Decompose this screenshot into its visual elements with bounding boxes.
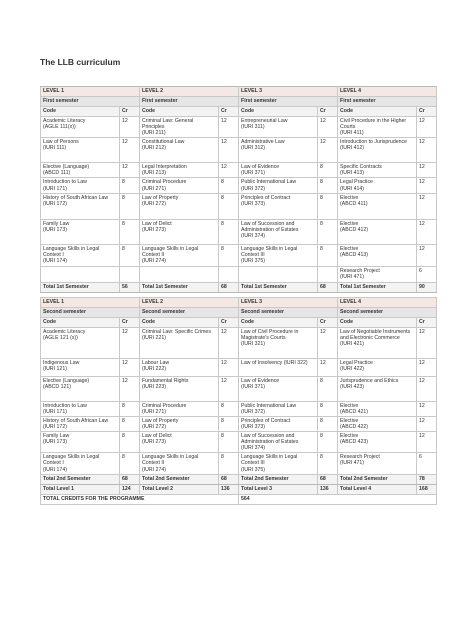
credit-cell: 8: [318, 401, 338, 416]
credit-cell: 8: [120, 244, 140, 266]
module-cell: History of South African Law (IURI 172): [41, 193, 120, 219]
table-row: [41, 138, 437, 163]
semester-total-value: 56: [120, 282, 140, 292]
credit-cell: 12: [417, 327, 437, 358]
credit-cell: 8: [219, 178, 239, 193]
credit-column-header: Cr: [120, 317, 140, 327]
credit-cell: 12: [219, 117, 239, 138]
credit-cell: 8: [318, 163, 338, 178]
module-cell: Language Skills in Legal Context I (IURI 174): [41, 453, 120, 474]
module-cell: Jurisprudence and Ethics (IURI 423): [338, 376, 417, 401]
module-cell: Elective (ABCD 422): [338, 416, 417, 431]
credit-cell: 12: [417, 416, 437, 431]
module-cell: Academic Literacy (AGLE 111(x)): [41, 117, 120, 138]
credit-cell: 8: [120, 416, 140, 431]
level-total-value: 136: [219, 484, 239, 494]
credit-cell: 12: [417, 178, 437, 193]
level-total-value: 136: [318, 484, 338, 494]
credit-cell: 12: [417, 432, 437, 453]
credit-cell: 8: [318, 244, 338, 266]
credit-cell: 8: [318, 432, 338, 453]
credit-cell: 8: [120, 193, 140, 219]
credit-column-header: Cr: [417, 317, 437, 327]
module-cell: Language Skills in Legal Context II (IURI 274): [140, 453, 219, 474]
module-cell: Elective (ABCD 412): [338, 219, 417, 244]
table-row: [41, 453, 437, 474]
semester-heading: Second semester: [338, 307, 437, 317]
credit-column-header: Cr: [318, 107, 338, 117]
credit-cell: 8: [219, 432, 239, 453]
module-cell: Law of Persons (IURI 111): [41, 138, 120, 163]
module-cell: Constitutional Law (IURI 212): [140, 138, 219, 163]
module-cell: Family Law (IURI 173): [41, 432, 120, 453]
semester-total-label: Total 2nd Semester: [239, 474, 318, 484]
semester-total-label: Total 2nd Semester: [41, 474, 120, 484]
credit-cell: 12: [417, 244, 437, 266]
credit-column-header: Cr: [318, 317, 338, 327]
credit-cell: 8: [318, 416, 338, 431]
credit-cell: 8: [219, 401, 239, 416]
credit-cell: 8: [219, 453, 239, 474]
credit-cell: 12: [219, 138, 239, 163]
grand-total-value: 564: [239, 494, 437, 504]
code-column-header: Code: [140, 107, 219, 117]
credit-cell: 12: [120, 163, 140, 178]
credit-cell: 8: [219, 244, 239, 266]
semester-total-row: [41, 474, 437, 484]
semester-heading: First semester: [338, 97, 437, 107]
module-cell: Legal Practice (IURI 422): [338, 358, 417, 376]
level-total-value: 124: [120, 484, 140, 494]
code-column-header: Code: [41, 317, 120, 327]
semester-heading: First semester: [140, 97, 239, 107]
module-cell: Language Skills in Legal Context III (IURI 375): [239, 244, 318, 266]
module-cell: Administrative Law (IURI 312): [239, 138, 318, 163]
module-cell: Legal Practice (IURI 414): [338, 178, 417, 193]
module-cell: Academic Literacy (AGLE 121 (x)): [41, 327, 120, 358]
credit-cell: 8: [120, 178, 140, 193]
module-cell: Elective (Language) (ABCD 111): [41, 163, 120, 178]
module-cell: Criminal Procedure (IURI 271): [140, 401, 219, 416]
level-header-row: [41, 87, 437, 97]
semester-total-label: Total 1st Semester: [41, 282, 120, 292]
table-row: [41, 358, 437, 376]
module-cell: Public International Law (IURI 372): [239, 178, 318, 193]
table-row: [41, 193, 437, 219]
credit-cell: 12: [219, 163, 239, 178]
module-cell: Labour Law (IURI 222): [140, 358, 219, 376]
semester-total-value: 90: [417, 282, 437, 292]
semester-total-value: 68: [318, 282, 338, 292]
module-cell: Elective (ABCD 421): [338, 401, 417, 416]
credit-cell: 8: [120, 219, 140, 244]
credit-cell: 12: [417, 358, 437, 376]
module-cell: Principles of Contract (IURI 373): [239, 193, 318, 219]
level-heading: LEVEL 2: [140, 87, 239, 97]
module-cell: Law of Delict (IURI 273): [140, 432, 219, 453]
semester-heading: Second semester: [140, 307, 239, 317]
semester-heading: Second semester: [41, 307, 140, 317]
module-cell: Criminal Law: Specific Crimes (IURI 221): [140, 327, 219, 358]
level-header-row: [41, 297, 437, 307]
module-cell: Language Skills in Legal Context III (IURI 375): [239, 453, 318, 474]
module-cell: Elective (ABCD 411): [338, 193, 417, 219]
module-cell: Fundamental Rights (IURI 223): [140, 376, 219, 401]
column-header-row: [41, 107, 437, 117]
semester-header-row: [41, 307, 437, 317]
credit-cell: 12: [120, 358, 140, 376]
credit-cell: 12: [219, 327, 239, 358]
credit-cell: 8: [120, 432, 140, 453]
level-heading: LEVEL 3: [239, 87, 338, 97]
credit-cell: [120, 266, 140, 282]
module-cell: [41, 266, 120, 282]
credit-cell: 12: [417, 193, 437, 219]
module-cell: History of South African Law (IURI 172): [41, 416, 120, 431]
credit-column-header: Cr: [219, 107, 239, 117]
credit-cell: 12: [318, 327, 338, 358]
level-heading: LEVEL 3: [239, 297, 338, 307]
module-cell: [239, 266, 318, 282]
level-total-label: Total Level 4: [338, 484, 417, 494]
semester-total-value: 68: [120, 474, 140, 484]
semester-header-row: [41, 97, 437, 107]
semester-total-value: 68: [219, 282, 239, 292]
semester-heading: First semester: [239, 97, 338, 107]
semester-total-label: Total 1st Semester: [140, 282, 219, 292]
table-row: [41, 244, 437, 266]
semester-heading: Second semester: [239, 307, 338, 317]
module-cell: Indigenous Law (IURI 121): [41, 358, 120, 376]
credit-column-header: Cr: [417, 107, 437, 117]
module-cell: Criminal Law: General Principles (IURI 211): [140, 117, 219, 138]
page-title: The LLB curriculum: [40, 57, 121, 67]
credit-cell: 12: [318, 117, 338, 138]
credit-cell: 8: [318, 376, 338, 401]
semester-total-row: [41, 282, 437, 292]
module-cell: Law of Succession and Administration of Estates (IURI 374): [239, 219, 318, 244]
credit-cell: 8: [120, 453, 140, 474]
grand-total-label: TOTAL CREDITS FOR THE PROGRAMME: [41, 494, 239, 504]
level-total-label: Total Level 3: [239, 484, 318, 494]
code-column-header: Code: [338, 107, 417, 117]
level-heading: LEVEL 1: [41, 297, 140, 307]
module-cell: Law of Negotiable Instruments and Electronic Commerce (IURI 421): [338, 327, 417, 358]
module-cell: Law of Civil Procedure in Magistrate's Courts (IURI 321): [239, 327, 318, 358]
module-cell: Elective (ABCD 413): [338, 244, 417, 266]
module-cell: Law of Property (IURI 272): [140, 193, 219, 219]
table-row: [41, 117, 437, 138]
module-cell: Law of Property (IURI 272): [140, 416, 219, 431]
module-cell: Introduction to Jurisprudence (IURI 412): [338, 138, 417, 163]
credit-column-header: Cr: [219, 317, 239, 327]
credit-cell: 12: [417, 376, 437, 401]
module-cell: Research Project (IURI 471): [338, 453, 417, 474]
credit-cell: 12: [120, 138, 140, 163]
semester-total-value: 68: [219, 474, 239, 484]
module-cell: Elective (ABCD 423): [338, 432, 417, 453]
credit-cell: 8: [120, 401, 140, 416]
level-total-label: Total Level 1: [41, 484, 120, 494]
module-cell: Criminal Procedure (IURI 271): [140, 178, 219, 193]
credit-cell: 8: [318, 453, 338, 474]
module-cell: Entrepreneurial Law (IURI 311): [239, 117, 318, 138]
code-column-header: Code: [140, 317, 219, 327]
module-cell: Elective (Language) (ABCD 121): [41, 376, 120, 401]
module-cell: Legal Interpretation (IURI 213): [140, 163, 219, 178]
module-cell: Family Law (IURI 173): [41, 219, 120, 244]
semester-total-value: 68: [318, 474, 338, 484]
credit-cell: 12: [219, 376, 239, 401]
credit-cell: 12: [417, 138, 437, 163]
level-heading: LEVEL 2: [140, 297, 239, 307]
level-total-row: [41, 484, 437, 494]
credit-cell: 12: [417, 219, 437, 244]
table-row: [41, 327, 437, 358]
credit-cell: 8: [219, 193, 239, 219]
table-row: [41, 432, 437, 453]
level-total-label: Total Level 2: [140, 484, 219, 494]
table-row: [41, 163, 437, 178]
level-heading: LEVEL 4: [338, 297, 437, 307]
module-cell: Language Skills in Legal Context I (IURI 174): [41, 244, 120, 266]
level-heading: LEVEL 4: [338, 87, 437, 97]
module-cell: Law of Evidence (IURI 371): [239, 163, 318, 178]
table-row: [41, 219, 437, 244]
credit-cell: 12: [318, 358, 338, 376]
semester-total-label: Total 1st Semester: [239, 282, 318, 292]
module-cell: Law of Insolvency (IURI 322): [239, 358, 318, 376]
code-column-header: Code: [239, 317, 318, 327]
credit-cell: 6: [417, 453, 437, 474]
table-row: [41, 266, 437, 282]
module-cell: Introduction to Law (IURI 171): [41, 178, 120, 193]
code-column-header: Code: [338, 317, 417, 327]
credit-cell: 6: [417, 266, 437, 282]
credit-cell: 12: [417, 117, 437, 138]
module-cell: Public International Law (IURI 372): [239, 401, 318, 416]
code-column-header: Code: [239, 107, 318, 117]
credit-cell: 12: [120, 327, 140, 358]
grand-total-row: [41, 494, 437, 504]
credit-column-header: Cr: [120, 107, 140, 117]
level-total-value: 168: [417, 484, 437, 494]
table-row: [41, 178, 437, 193]
semester-total-value: 78: [417, 474, 437, 484]
module-cell: Research Project (IURI 471): [338, 266, 417, 282]
credit-cell: 12: [417, 401, 437, 416]
credit-cell: [318, 266, 338, 282]
curriculum-table: [40, 86, 437, 505]
credit-cell: 12: [120, 376, 140, 401]
module-cell: Introduction to Law (IURI 171): [41, 401, 120, 416]
semester-total-label: Total 2nd Semester: [140, 474, 219, 484]
module-cell: Civil Procedure in the Higher Courts (IURI 411): [338, 117, 417, 138]
credit-cell: 12: [219, 358, 239, 376]
module-cell: Law of Evidence (IURI 371): [239, 376, 318, 401]
module-cell: Principles of Contract (IURI 373): [239, 416, 318, 431]
credit-cell: 12: [417, 163, 437, 178]
credit-cell: 12: [120, 117, 140, 138]
semester-heading: First semester: [41, 97, 140, 107]
credit-cell: 12: [318, 138, 338, 163]
module-cell: Specific Contracts (IURI 413): [338, 163, 417, 178]
code-column-header: Code: [41, 107, 120, 117]
credit-cell: 8: [318, 178, 338, 193]
table-row: [41, 416, 437, 431]
module-cell: [140, 266, 219, 282]
credit-cell: 8: [219, 416, 239, 431]
table-row: [41, 376, 437, 401]
module-cell: Law of Delict (IURI 273): [140, 219, 219, 244]
credit-cell: 8: [318, 219, 338, 244]
table-row: [41, 401, 437, 416]
module-cell: Law of Succession and Administration of Estates (IURI 374): [239, 432, 318, 453]
credit-cell: [219, 266, 239, 282]
credit-cell: 8: [318, 193, 338, 219]
semester-total-label: Total 1st Semester: [338, 282, 417, 292]
module-cell: Language Skills in Legal Context II (IURI 274): [140, 244, 219, 266]
column-header-row: [41, 317, 437, 327]
semester-total-label: Total 2nd Semester: [338, 474, 417, 484]
credit-cell: 8: [219, 219, 239, 244]
level-heading: LEVEL 1: [41, 87, 140, 97]
